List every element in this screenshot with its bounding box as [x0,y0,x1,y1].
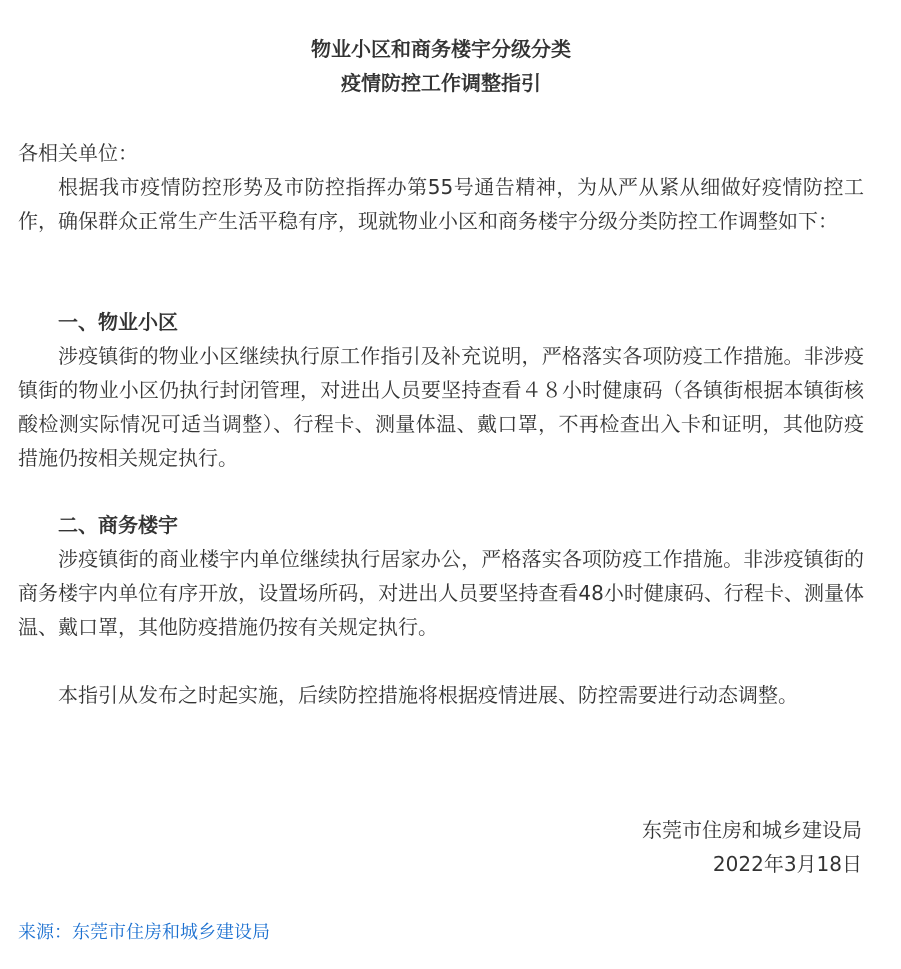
section-heading-property: 一、物业小区 [58,310,178,334]
closing-paragraph: 本指引从发布之时起实施，后续防控措施将根据疫情进展、防控需要进行动态调整。 [58,683,798,707]
source-link[interactable]: 来源：东莞市住房和城乡建设局 [18,922,270,943]
signature-organization: 东莞市住房和城乡建设局 [642,818,862,842]
document-title-line2: 疫情防控工作调整指引 [341,71,541,95]
section-body-commercial: 涉疫镇街的商业楼宇内单位继续执行居家办公，严格落实各项防疫工作措施。非涉疫镇街的商务楼宇内单位有序开放，设置场所码，对进出人员要坚持查看48小时健康码、行程卡、测量体温、戴口罩，其他防疫措施仍按有关规定执行。 [18,547,864,639]
intro-paragraph: 根据我市疫情防控形势及市防控指挥办第55号通告精神，为从严从紧从细做好疫情防控工作，确保群众正常生产生活平稳有序，现就物业小区和商务楼宇分级分类防控工作调整如下： [18,175,864,233]
document-title-line1: 物业小区和商务楼宇分级分类 [311,37,571,61]
salutation: 各相关单位： [18,141,138,165]
signature-date: 2022年3月18日 [712,852,862,876]
section-body-property: 涉疫镇街的物业小区继续执行原工作指引及补充说明，严格落实各项防疫工作措施。非涉疫镇街的物业小区仍执行封闭管理，对进出人员要坚持查看４８小时健康码（各镇街根据本镇街核酸检测实际情况可适当调整）、行程卡、测量体温、戴口罩，不再检查出入卡和证明，其他防疫措施仍按相关规定执行。 [18,344,864,470]
section-heading-commercial: 二、商务楼宇 [58,513,178,537]
